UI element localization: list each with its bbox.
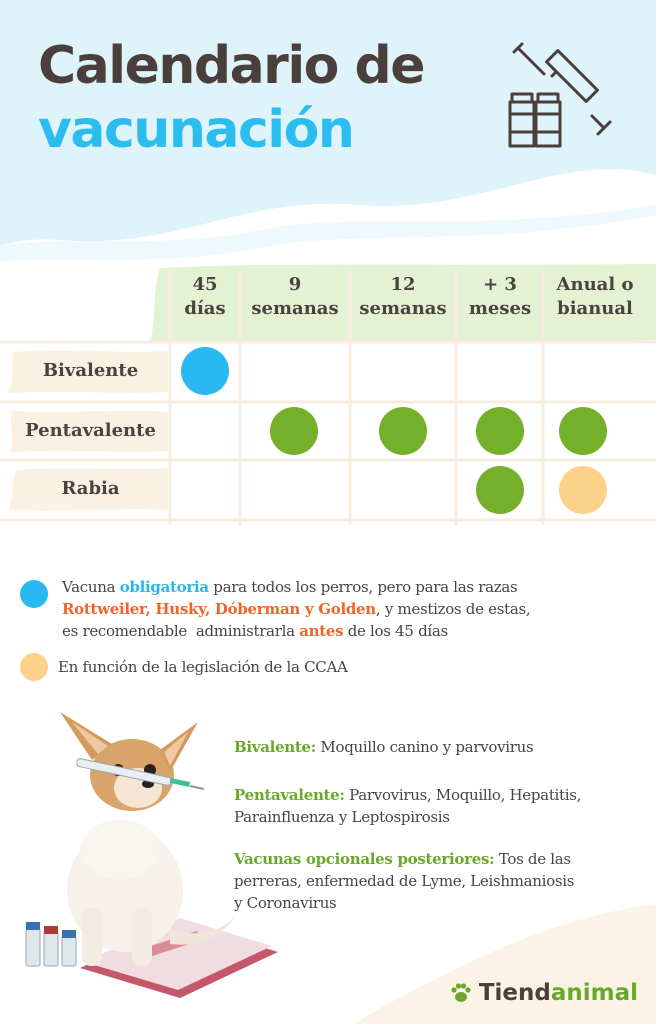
legend-highlight-breeds: Rottweiler, Husky, Dóberman y Golden bbox=[62, 600, 376, 618]
desc-line bbox=[234, 784, 644, 806]
title-line-2: vacunación bbox=[38, 100, 354, 160]
column-header-line: 12 bbox=[390, 274, 416, 295]
desc-bivalente bbox=[234, 736, 644, 758]
brand-name-part2: animal bbox=[550, 980, 638, 1006]
dot-green-pentavalente-col1 bbox=[270, 407, 318, 455]
syringe-vials-icon bbox=[500, 42, 620, 152]
desc-line: perreras, enfermedad de Lyme, Leishmaniosis bbox=[234, 872, 575, 890]
legend-highlight-obligatoria: obligatoria bbox=[119, 578, 209, 596]
paw-icon bbox=[449, 981, 473, 1005]
desc-pentavalente bbox=[234, 784, 644, 828]
desc-term: Bivalente: bbox=[234, 738, 316, 756]
legend-blue-text bbox=[62, 576, 642, 642]
column-header-line: semanas bbox=[359, 298, 447, 319]
legend-text-part: para todos los perros, pero para las razas bbox=[208, 578, 518, 596]
column-header-line: días bbox=[184, 298, 226, 319]
dot-green-rabia-col3 bbox=[476, 466, 524, 514]
column-header-12-semanas bbox=[352, 273, 454, 321]
legend-highlight-antes: antes bbox=[299, 622, 344, 640]
column-header-line: bianual bbox=[557, 298, 633, 319]
desc-line bbox=[234, 848, 644, 870]
column-header-45-dias bbox=[172, 273, 238, 321]
legend-blue-dot bbox=[20, 580, 48, 608]
desc-line: Parainfluenza y Leptospirosis bbox=[234, 808, 450, 826]
brand-logo[interactable] bbox=[449, 980, 638, 1006]
dot-green-pentavalente-col2 bbox=[379, 407, 427, 455]
legend-text-part: es recomendable administrarla bbox=[62, 622, 300, 640]
legend-peach-text: En función de la legislación de la CCAA bbox=[58, 658, 348, 676]
desc-line: y Coronavirus bbox=[234, 894, 337, 912]
footer-background bbox=[356, 904, 656, 1024]
title-line-1: Calendario de bbox=[38, 36, 424, 96]
desc-text: Parvovirus, Moquillo, Hepatitis, bbox=[344, 786, 582, 804]
dot-peach-rabia-col4 bbox=[559, 466, 607, 514]
column-header-line: Anual o bbox=[556, 274, 634, 295]
desc-text: Tos de las bbox=[494, 850, 571, 868]
column-header-line: 45 bbox=[192, 274, 218, 295]
page-title bbox=[38, 36, 424, 160]
column-header-line: 9 bbox=[288, 274, 302, 295]
desc-text: Moquillo canino y parvovirus bbox=[315, 738, 534, 756]
dot-green-pentavalente-col4 bbox=[559, 407, 607, 455]
column-header-line: semanas bbox=[251, 298, 339, 319]
row-label-rabia: Rabia bbox=[61, 478, 120, 499]
brand-name-part1: Tiend bbox=[478, 980, 551, 1006]
column-header-line: + 3 bbox=[483, 274, 517, 295]
legend-text-part: Vacuna bbox=[62, 578, 120, 596]
column-header-3-meses bbox=[458, 273, 542, 321]
legend-line bbox=[62, 620, 642, 642]
desc-opcionales bbox=[234, 848, 644, 914]
column-header-line: meses bbox=[468, 298, 532, 319]
dot-green-pentavalente-col3 bbox=[476, 407, 524, 455]
legend-line bbox=[62, 576, 642, 598]
column-header-9-semanas bbox=[242, 273, 348, 321]
legend-line bbox=[62, 598, 642, 620]
legend-text-part: , y mestizos de estas, bbox=[375, 600, 531, 618]
desc-line bbox=[234, 736, 644, 758]
desc-term: Pentavalente: bbox=[234, 786, 345, 804]
column-header-anual-bianual bbox=[545, 273, 645, 321]
legend-peach-dot bbox=[20, 653, 48, 681]
legend-text-part: de los 45 días bbox=[343, 622, 448, 640]
desc-term: Vacunas opcionales posteriores: bbox=[234, 850, 495, 868]
row-label-pentavalente: Pentavalente bbox=[25, 420, 156, 441]
dot-blue-bivalente-col0 bbox=[181, 347, 229, 395]
row-label-bivalente: Bivalente bbox=[42, 360, 139, 381]
